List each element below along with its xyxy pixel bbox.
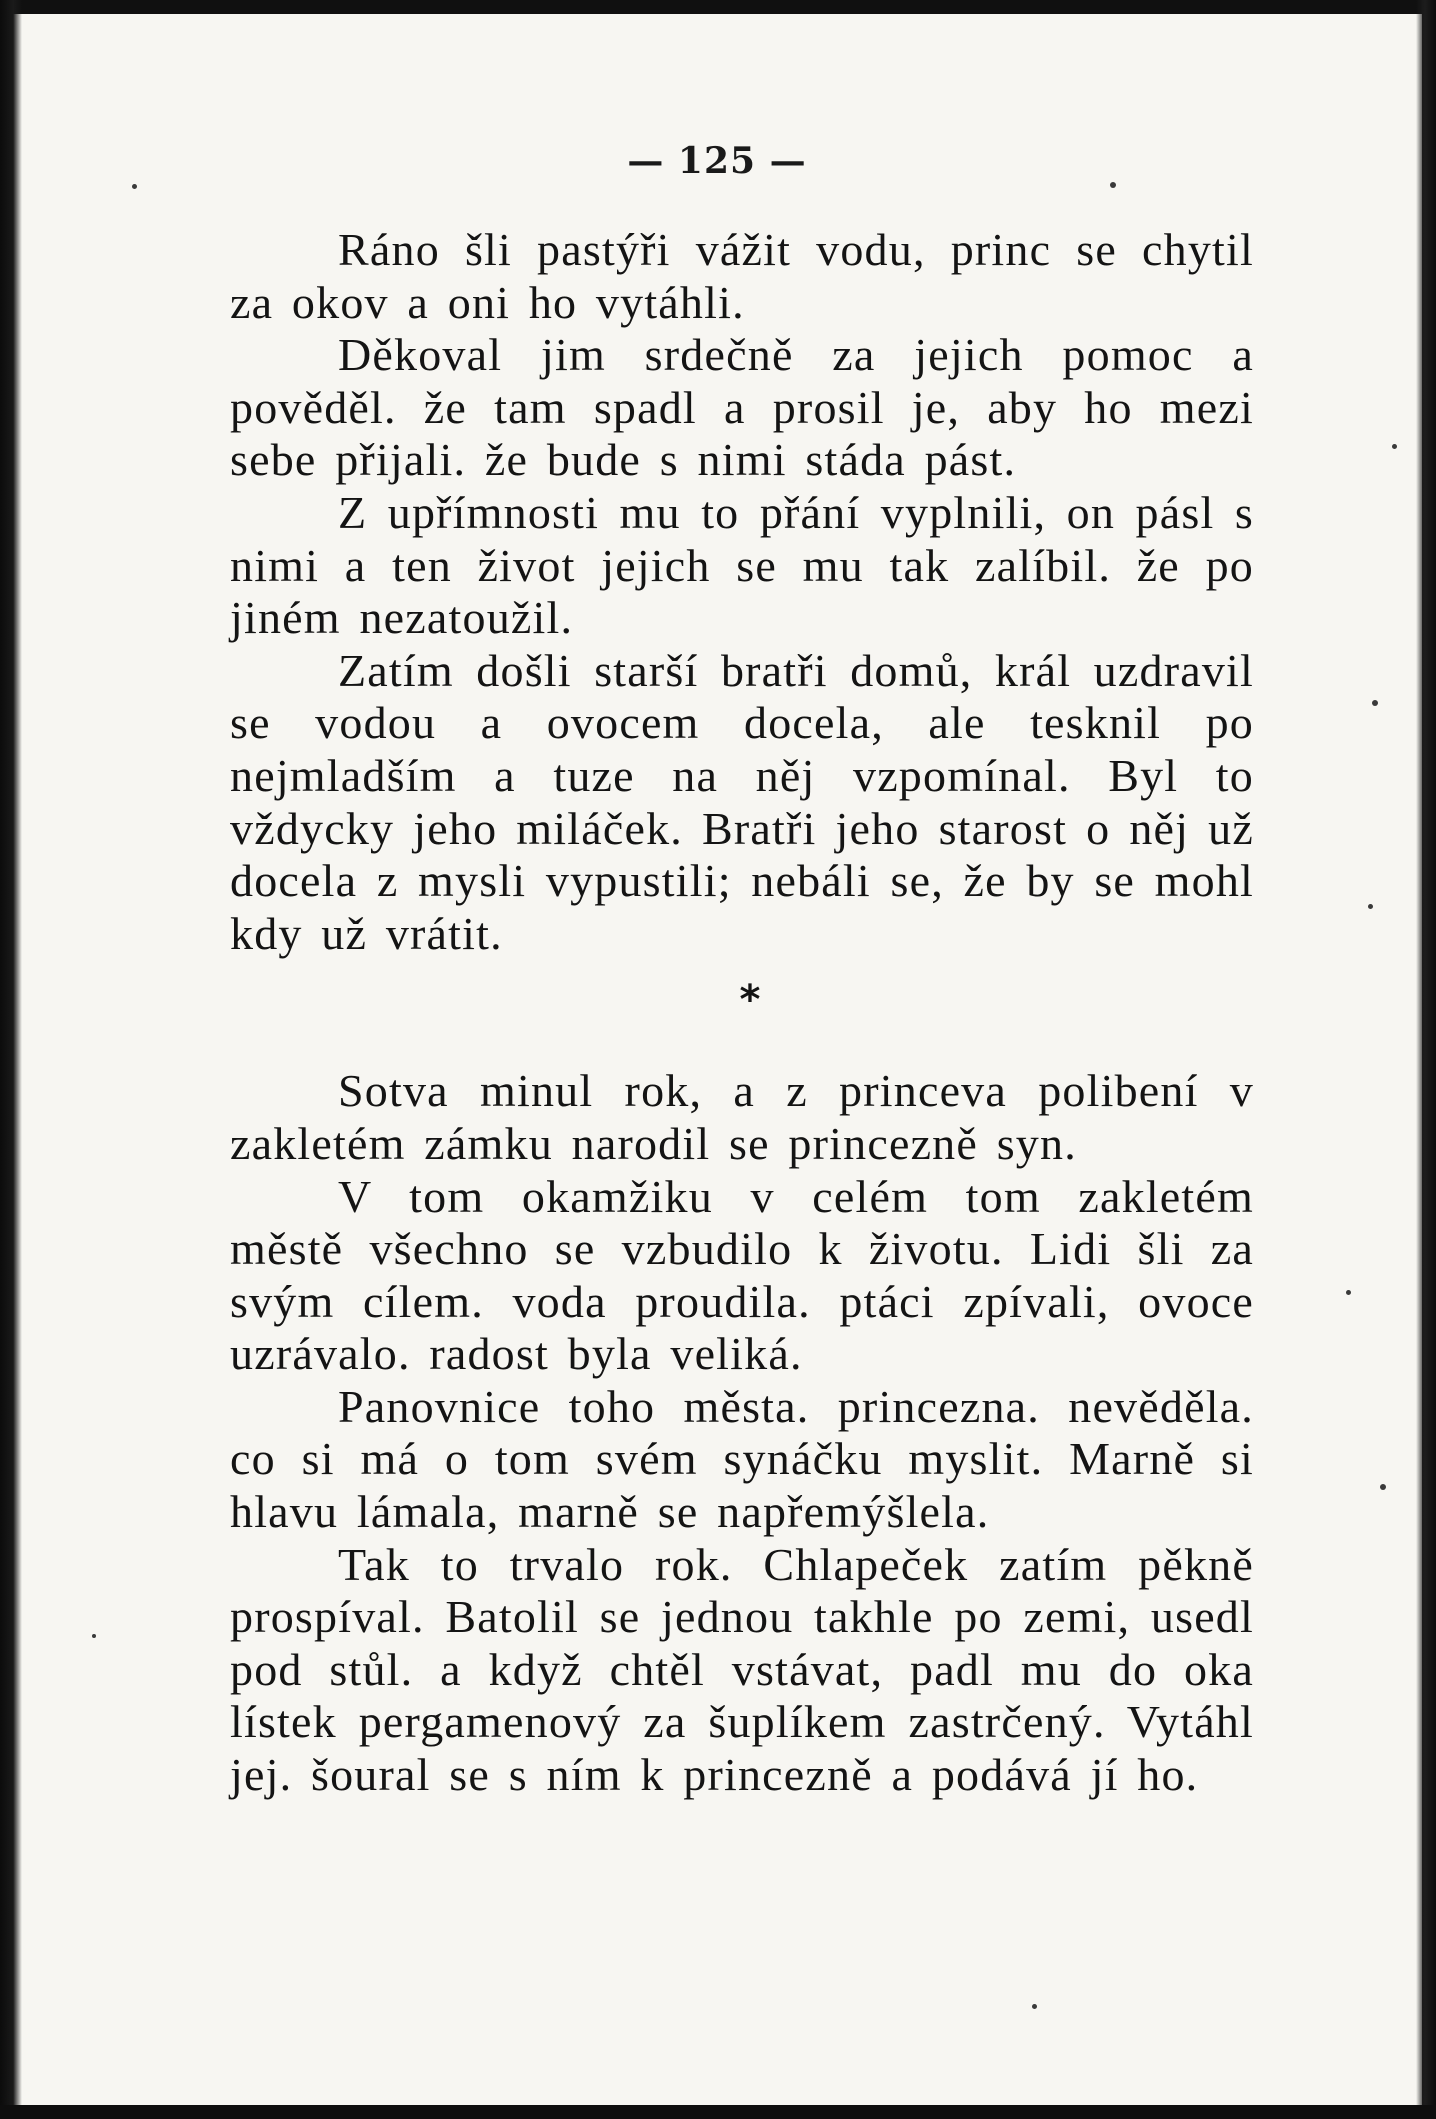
print-speck xyxy=(1346,1290,1351,1295)
paragraph-2: Děkoval jim srdečně za jejich pomoc a pověděl. že tam spadl a prosil je, aby ho mezi sebe přijali. že bude s nimi stáda pást. xyxy=(230,329,1254,486)
paragraph-3: Z upřímnosti mu to přání vyplnili, on pásl s nimi a ten život jejich se mu tak zalíbil. že po jiném nezatoužil. xyxy=(230,486,1254,644)
paragraph-4: Zatím došli starší bratři domů, král uzdravil se vodou a ovocem docela, ale tesknil po nejmladším a tuze na něj vzpomínal. Byl to vždycky jeho miláček. Bratři jeho starost o něj už docela z mysli vypustili; nebáli se, že by se mohl kdy už vrátit. xyxy=(230,644,1254,959)
paragraph-8: Tak to trvalo rok. Chlapeček zatím pěkně prospíval. Batolil se jednou takhle po zemi, usedl pod stůl. a když chtěl vstávat, padl mu do oka lístek pergamenový za šuplíkem zastrčený. Vytáhl jej. šoural se s ním k princezně a podává jí ho. xyxy=(230,1538,1254,1801)
section-divider: * xyxy=(739,977,761,1024)
scan-right-edge xyxy=(1416,0,1436,2119)
print-speck xyxy=(1368,904,1373,909)
paragraph-7: Panovnice toho města. princezna. nevěděla. co si má o tom svém synáčku myslit. Marně si hlavu lámala, marně se napřemýšlela. xyxy=(230,1380,1254,1538)
print-speck xyxy=(132,184,137,189)
paragraph-5: Sotva minul rok, a z princeva polibení v zakletém zámku narodil se princezně syn. xyxy=(230,1065,1254,1169)
book-page xyxy=(12,14,1422,2106)
page-body xyxy=(230,224,1254,1802)
paragraph-6: V tom okamžiku v celém tom zakletém městě všechno se vzbudilo k životu. Lidi šli za svým cílem. voda proudila. ptáci zpívali, ovoce uzrávalo. radost byla veliká. xyxy=(230,1170,1254,1380)
print-speck xyxy=(1110,182,1116,188)
print-speck xyxy=(1372,700,1378,706)
paragraph-1: Ráno šli pastýři vážit vodu, princ se chytil za okov a oni ho vytáhli. xyxy=(230,224,1254,328)
print-speck xyxy=(1392,444,1397,449)
print-speck xyxy=(92,1634,96,1638)
scan-left-edge xyxy=(0,0,22,2119)
page-number: — 125 — xyxy=(627,140,807,182)
scan-bottom-edge xyxy=(0,2105,1436,2119)
print-speck xyxy=(1032,2004,1037,2009)
print-speck xyxy=(1380,1484,1386,1490)
